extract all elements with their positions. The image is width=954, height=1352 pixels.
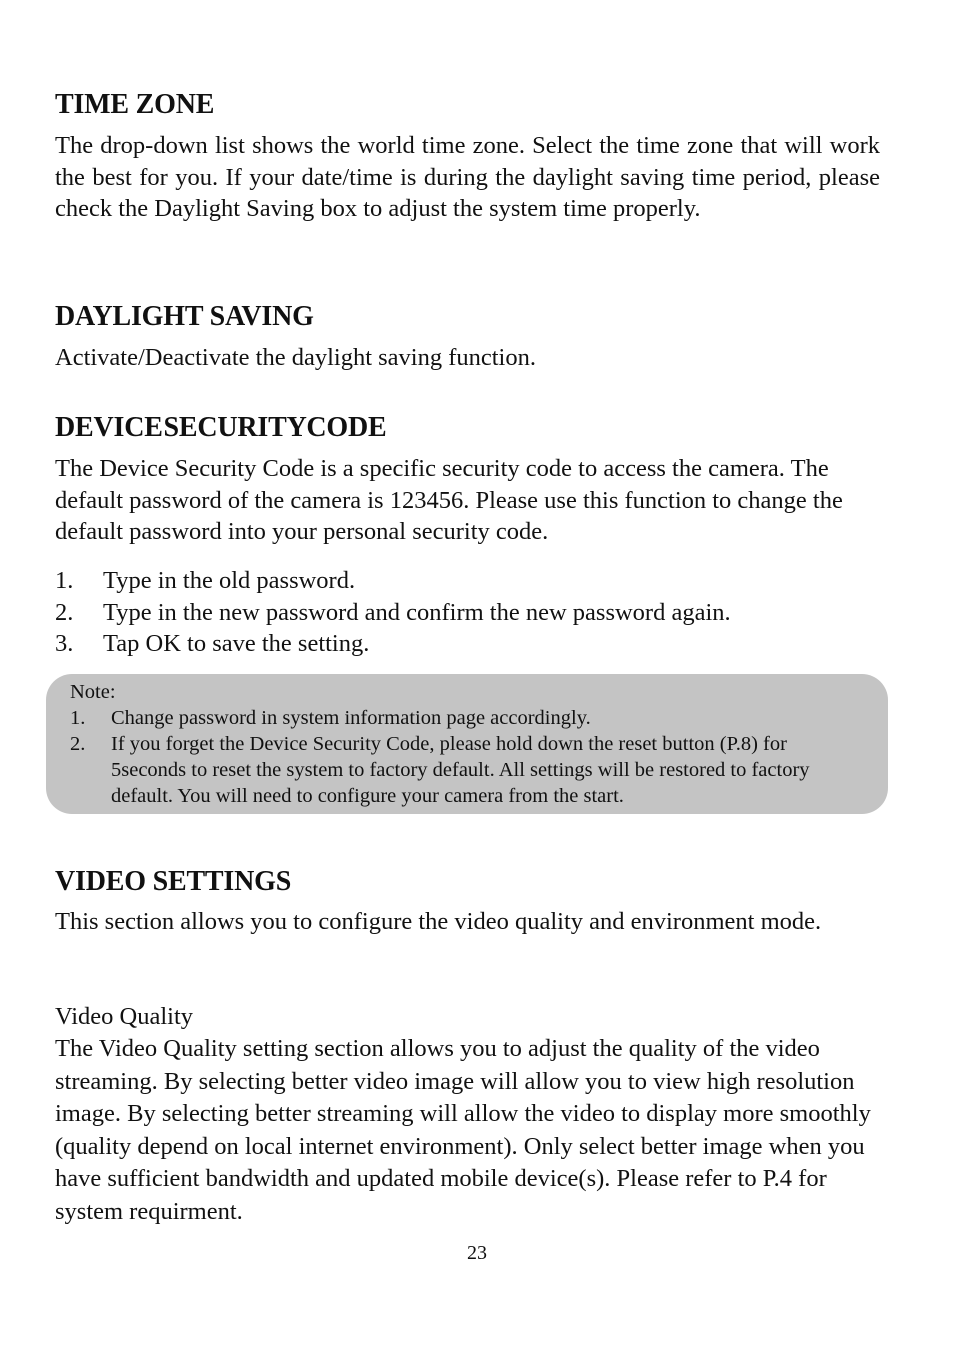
device-security-code-description: The Device Security Code is a specific security code to access the camera. The default password of the camera is 123456. Please use this function to change the default password into your personal security code. (55, 455, 843, 545)
note-item-text: If you forget the Device Security Code, please hold down the reset button (P.8) for 5seconds to reset the system to factory default. All settings will be restored to factory default. You will need to configure your camera from the start. (111, 733, 810, 807)
step-number: 2. (55, 598, 74, 626)
device-security-code-heading: DEVICE SECURITY CODE (55, 412, 387, 443)
step-text: Type in the new password and confirm the new password again. (103, 598, 731, 626)
note-label: Note: (70, 681, 116, 703)
password-steps-list (55, 565, 731, 660)
list-item (55, 628, 731, 660)
step-text: Tap OK to save the setting. (103, 630, 370, 657)
note-item-number: 2. (70, 733, 86, 755)
page-number: 23 (467, 1242, 487, 1264)
video-settings-description: This section allows you to configure the video quality and environment mode. (55, 908, 822, 935)
step-number: 3. (55, 630, 74, 657)
step-number: 1. (55, 567, 74, 594)
daylight-saving-description: Activate/Deactivate the daylight saving function. (55, 344, 536, 371)
note-list (70, 705, 858, 809)
note-item-text: Change password in system information page accordingly. (111, 707, 591, 729)
daylight-saving-heading: DAYLIGHT SAVING (55, 301, 314, 332)
time-zone-heading: TIME ZONE (55, 89, 215, 120)
step-text: Type in the old password. (103, 567, 356, 594)
list-item (70, 731, 858, 809)
time-zone-description: The drop-down list shows the world time zone. Select the time zone that will work the best for you. If your date/time is during the daylight saving time period, please check the Daylight Saving box to adjust the system time properly. (55, 132, 880, 222)
note-box (46, 674, 888, 814)
list-item (70, 705, 858, 731)
note-item-number: 1. (70, 707, 86, 729)
list-item (55, 565, 731, 597)
video-settings-heading: VIDEO SETTINGS (55, 866, 292, 897)
list-item (55, 597, 731, 629)
video-quality-subheading: Video Quality (55, 1003, 194, 1030)
video-quality-description: The Video Quality setting section allows you to adjust the quality of the video streaming. By selecting better video image will allow you to view high resolution image. By selecting better streaming will allow the video to display more smoothly (quality depend on local internet environment). Only select better image when you have sufficient bandwidth and updated mobile device(s). Please refer to P.4 for system requirment. (55, 1035, 871, 1225)
